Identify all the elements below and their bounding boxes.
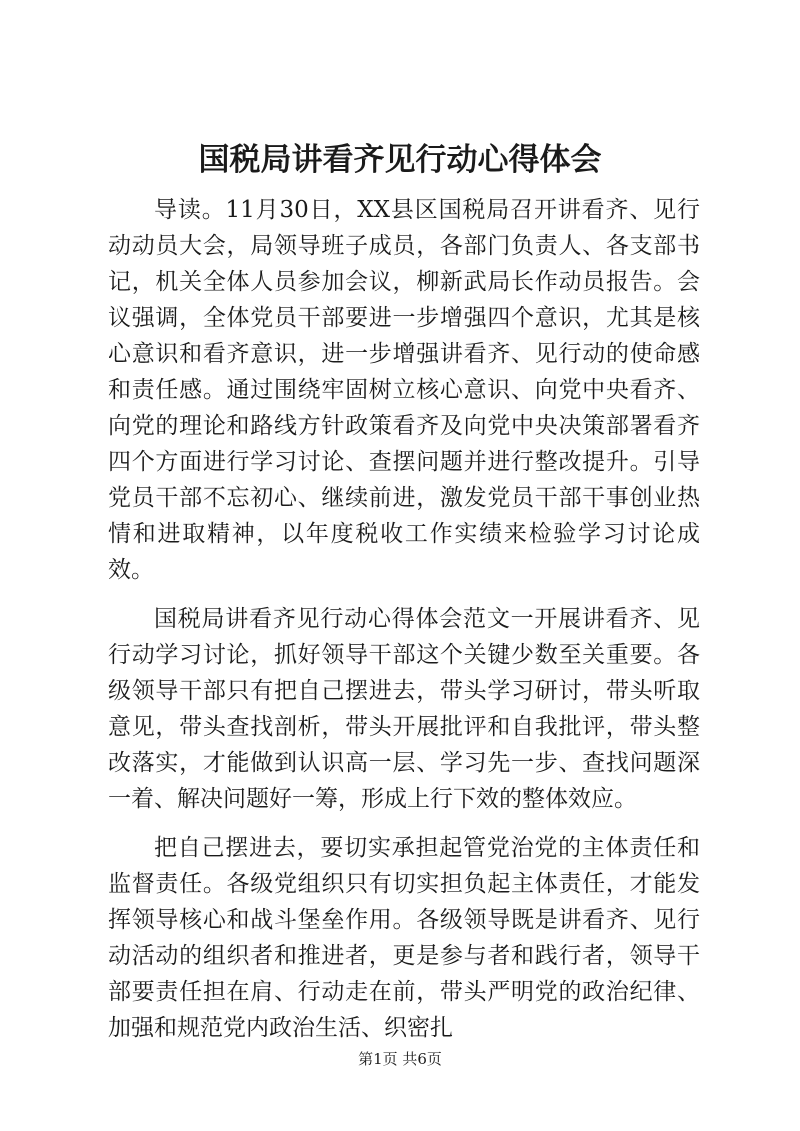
paragraph-sample-one: 国税局讲看齐见行动心得体会范文一开展讲看齐、见行动学习讨论，抓好领导干部这个关键少数至关重要。各级领导干部只有把自己摆进去，带头学习研讨，带头听取意见，带头查找剖析，带头开展批评和自我批评，带头整改落实，才能做到认识高一层、学习先一步、查找问题深一着、解决问题好一筹，形成上行下效的整体效应。 <box>108 606 700 812</box>
page-number-footer: 第1页 共6页 <box>358 1050 442 1068</box>
paragraph-responsibility: 把自己摆进去，要切实承担起管党治党的主体责任和监督责任。各级党组织只有切实担负起主体责任，才能发挥领导核心和战斗堡垒作用。各级领导既是讲看齐、见行动活动的组织者和推进者，更是参与者和践行者，领导干部要责任担在肩、行动走在前，带头严明党的政治纪律、加强和规范党内政治生活、织密扎 <box>108 835 700 1041</box>
document-body <box>108 192 700 1046</box>
paragraph-intro: 导读。11月30日，XX县区国税局召开讲看齐、见行动动员大会，局领导班子成员，各部门负责人、各支部书记，机关全体人员参加会议，柳新武局长作动员报告。会议强调，全体党员干部要进一步增强四个意识，尤其是核心意识和看齐意识，进一步增强讲看齐、见行动的使命感和责任感。通过围绕牢固树立核心意识、向党中央看齐、向党的理论和路线方针政策看齐及向党中央决策部署看齐四个方面进行学习讨论、查摆问题并进行整改提升。引导党员干部不忘初心、继续前进，激发党员干部干事创业热情和进取精神，以年度税收工作实绩来检验学习讨论成效。 <box>108 197 700 583</box>
document-title: 国税局讲看齐见行动心得体会 <box>198 142 602 178</box>
